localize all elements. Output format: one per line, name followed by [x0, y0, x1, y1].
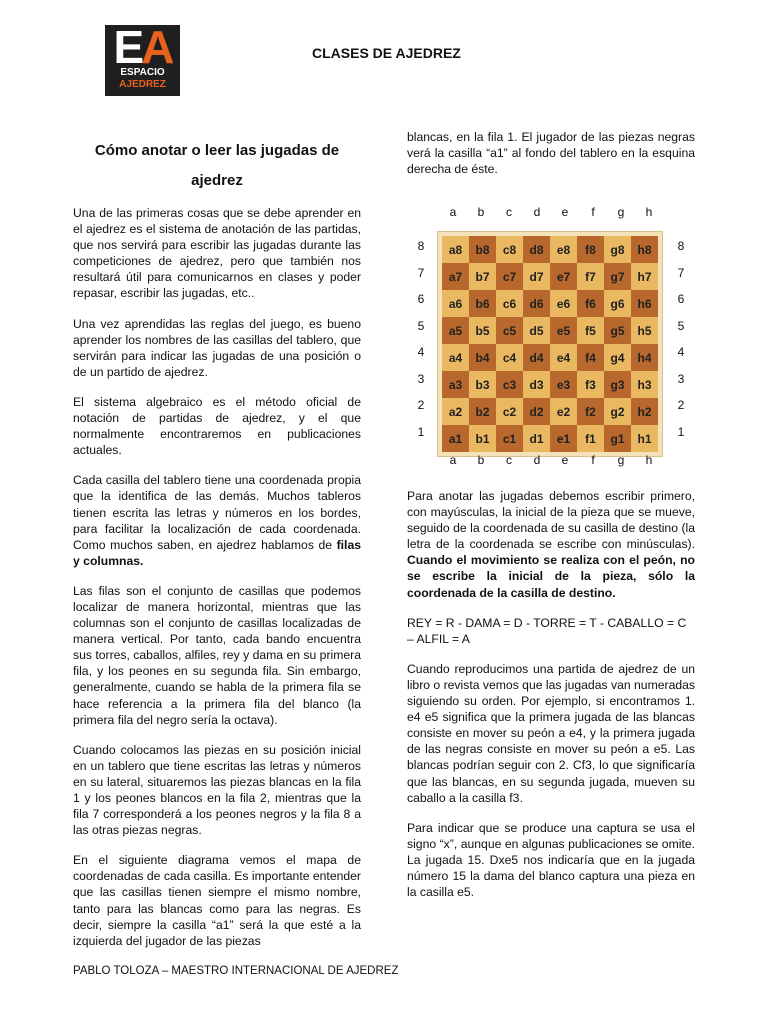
- chess-board-diagram: [409, 203, 695, 475]
- square-h1: h1: [631, 425, 658, 452]
- paragraph-notation: [407, 488, 695, 601]
- square-a4: a4: [442, 344, 469, 371]
- logo-line-1: ESPACIO: [120, 67, 165, 78]
- square-f3: f3: [577, 371, 604, 398]
- square-f5: f5: [577, 317, 604, 344]
- square-b6: b6: [469, 290, 496, 317]
- rank-label: 2: [677, 398, 685, 412]
- board-grid: [437, 231, 663, 457]
- file-label: d: [533, 205, 541, 219]
- square-f4: f4: [577, 344, 604, 371]
- paragraph: blancas, en la fila 1. El jugador de las piezas negras verá la casilla “a1” al fondo del tablero en la esquina derecha de éste.: [407, 130, 695, 177]
- square-c6: c6: [496, 290, 523, 317]
- square-d3: d3: [523, 371, 550, 398]
- square-a5: a5: [442, 317, 469, 344]
- file-label: f: [591, 453, 595, 467]
- paragraph: Una de las primeras cosas que se debe aprender en el ajedrez es el sistema de anotación de las partidas, que nos servirá para escribir las jugadas durante las competiciones de ajedrez, pero que también nos resultará útil para comunicarnos en clases y poder repasar, escribir las jugadas, etc..: [73, 206, 361, 301]
- square-g1: g1: [604, 425, 631, 452]
- square-h6: h6: [631, 290, 658, 317]
- square-h7: h7: [631, 263, 658, 290]
- square-h3: h3: [631, 371, 658, 398]
- left-column: [73, 205, 361, 963]
- rank-label: 2: [417, 398, 425, 412]
- footer: PABLO TOLOZA – MAESTRO INTERNACIONAL DE AJEDREZ: [73, 965, 399, 977]
- square-a7: a7: [442, 263, 469, 290]
- piece-abbreviations: REY = R - DAMA = D - TORRE = T - CABALLO = C – ALFIL = A: [407, 615, 687, 646]
- rank-labels-right: [673, 233, 689, 445]
- square-d2: d2: [523, 398, 550, 425]
- square-b5: b5: [469, 317, 496, 344]
- square-a2: a2: [442, 398, 469, 425]
- file-label: f: [591, 205, 595, 219]
- file-label: a: [449, 453, 457, 467]
- rank-labels-left: [413, 233, 429, 445]
- square-d8: d8: [523, 236, 550, 263]
- square-a3: a3: [442, 371, 469, 398]
- file-label: c: [506, 205, 512, 219]
- square-f6: f6: [577, 290, 604, 317]
- square-e8: e8: [550, 236, 577, 263]
- rank-label: 5: [417, 318, 425, 333]
- square-e2: e2: [550, 398, 577, 425]
- paragraph-text: Para anotar las jugadas debemos escribir primero, con mayúsculas, la inicial de la pieza que se mueve, seguido de la coordenada de su casilla de destino (la letra de la coordenada se escribe con minúsculas).: [407, 489, 695, 552]
- square-c4: c4: [496, 344, 523, 371]
- article-heading: Cómo anotar o leer las jugadas de ajedrez: [94, 142, 340, 189]
- square-b1: b1: [469, 425, 496, 452]
- square-d4: d4: [523, 344, 550, 371]
- rank-label: 3: [677, 371, 685, 386]
- square-g7: g7: [604, 263, 631, 290]
- file-label: c: [506, 453, 512, 467]
- square-a6: a6: [442, 290, 469, 317]
- paragraph: Las filas son el conjunto de casillas que podemos localizar de manera horizontal, mientras que las columnas son el conjunto de casillas localizadas de manera vertical. Por tanto, cada bando encuentra sus torres, caballos, alfiles, rey y dama en su primera fila, y los peones en su segunda fila. Sin embargo, generalmente, cuando se habla de la primera fila se hace referencia a la primera fila del blanco (la primera fila del negro sería la octava).: [73, 583, 361, 727]
- square-g2: g2: [604, 398, 631, 425]
- square-h2: h2: [631, 398, 658, 425]
- square-g3: g3: [604, 371, 631, 398]
- paragraph-coordinates: [73, 472, 361, 569]
- square-e1: e1: [550, 425, 577, 452]
- rank-label: 4: [677, 345, 685, 359]
- square-h4: h4: [631, 344, 658, 371]
- rank-label: 6: [677, 292, 685, 306]
- square-d1: d1: [523, 425, 550, 452]
- square-c8: c8: [496, 236, 523, 263]
- square-b7: b7: [469, 263, 496, 290]
- rank-label: 3: [417, 371, 425, 386]
- square-c1: c1: [496, 425, 523, 452]
- square-b8: b8: [469, 236, 496, 263]
- square-e6: e6: [550, 290, 577, 317]
- square-h8: h8: [631, 236, 658, 263]
- right-column-top: [407, 129, 695, 191]
- square-f8: f8: [577, 236, 604, 263]
- square-c5: c5: [496, 317, 523, 344]
- square-d7: d7: [523, 263, 550, 290]
- square-g8: g8: [604, 236, 631, 263]
- rank-label: 5: [677, 318, 685, 333]
- logo-letter-a: A: [141, 21, 172, 73]
- paragraph-bold: filas y columnas.: [73, 537, 361, 568]
- square-e5: e5: [550, 317, 577, 344]
- paragraph: Cuando colocamos las piezas en su posición inicial en un tablero que tiene escritas las letras y números en su lateral, situaremos las piezas blancas en la fila 1 y los peones blancos en la fila 2, mientras que la fila 7 corresponderá a los peones negros y la fila 8 a las otras piezas negras.: [73, 742, 361, 838]
- paragraph: El sistema algebraico es el método oficial de notación de partidas de ajedrez, y el que normalmente encontraremos en publicaciones actuales.: [73, 394, 361, 458]
- logo-line-2: AJEDREZ: [119, 79, 166, 90]
- logo: [105, 21, 180, 96]
- square-e4: e4: [550, 344, 577, 371]
- rank-label: 8: [417, 239, 425, 253]
- file-label: e: [561, 453, 569, 467]
- square-a1: a1: [442, 425, 469, 452]
- square-c2: c2: [496, 398, 523, 425]
- document-title: CLASES DE AJEDREZ: [312, 45, 461, 61]
- rank-label: 7: [677, 265, 685, 280]
- square-c7: c7: [496, 263, 523, 290]
- file-label: d: [533, 453, 541, 467]
- file-label: h: [645, 453, 653, 467]
- paragraph-bold: Cuando el movimiento se realiza con el peón, no se escribe la inicial de la pieza, sólo la coordenada de la casilla de destino.: [407, 553, 695, 600]
- square-h5: h5: [631, 317, 658, 344]
- paragraph-text: Cada casilla del tablero tiene una coordenada propia que la identifica de las demás. Muchos tableros tienen escrita las letras y números en los bordes, para facilitar la localización de cada coordenada. Como muchos saben, en ajedrez hablamos de: [73, 473, 361, 552]
- square-d5: d5: [523, 317, 550, 344]
- file-labels-top: [439, 205, 663, 221]
- paragraph: En el siguiente diagrama vemos el mapa de coordenadas de cada casilla. Es importante entender que las casillas tienen siempre el mismo nombre, tanto para las blancas como para las negras. Es decir, siempre la casilla “a1” será la que esté a la izquierda del jugador de las piezas: [73, 853, 361, 948]
- square-a8: a8: [442, 236, 469, 263]
- square-b3: b3: [469, 371, 496, 398]
- file-labels-bottom: [439, 453, 663, 469]
- square-f1: f1: [577, 425, 604, 452]
- file-label: e: [561, 205, 569, 219]
- file-label: b: [477, 205, 485, 219]
- rank-label: 7: [417, 265, 425, 280]
- square-e7: e7: [550, 263, 577, 290]
- right-column-bottom: [407, 488, 695, 914]
- rank-label: 1: [677, 424, 685, 439]
- file-label: g: [617, 453, 625, 467]
- rank-label: 6: [417, 292, 425, 306]
- file-label: a: [449, 205, 457, 219]
- paragraph: Una vez aprendidas las reglas del juego, es bueno aprender los nombres de las casillas del tablero, que servirán para indicar las jugadas de una posición o de un partido de ajedrez.: [73, 316, 361, 379]
- square-e3: e3: [550, 371, 577, 398]
- square-f2: f2: [577, 398, 604, 425]
- square-d6: d6: [523, 290, 550, 317]
- square-b4: b4: [469, 344, 496, 371]
- square-b2: b2: [469, 398, 496, 425]
- paragraph: Para indicar que se produce una captura se usa el signo “x”, aunque en algunas publicaciones se omite. La jugada 15. Dxe5 nos indicaría que en la jugada número 15 la dama del blanco captura una pieza en la casilla e5.: [407, 820, 695, 900]
- square-c3: c3: [496, 371, 523, 398]
- file-label: b: [477, 453, 485, 467]
- rank-label: 4: [417, 345, 425, 359]
- paragraph: Cuando reproducimos una partida de ajedrez de un libro o revista vemos que las jugadas van numeradas siguiendo su orden. Por ejemplo, si encontramos 1. e4 e5 significa que la primera jugada de las blancas consiste en mover su peón a e4, y la primera jugada de las negras consiste en mover su peón a e5. Las blancas podrían seguir con 2. Cf3, lo que significaría que las blancas, en su segunda jugada, mueven su caballo a la casilla f3.: [407, 661, 695, 805]
- file-label: g: [617, 205, 625, 219]
- square-g6: g6: [604, 290, 631, 317]
- logo-letters: [105, 21, 180, 73]
- rank-label: 1: [417, 424, 425, 439]
- file-label: h: [645, 205, 653, 219]
- logo-letter-e: E: [113, 21, 142, 73]
- square-g5: g5: [604, 317, 631, 344]
- square-g4: g4: [604, 344, 631, 371]
- rank-label: 8: [677, 239, 685, 253]
- square-f7: f7: [577, 263, 604, 290]
